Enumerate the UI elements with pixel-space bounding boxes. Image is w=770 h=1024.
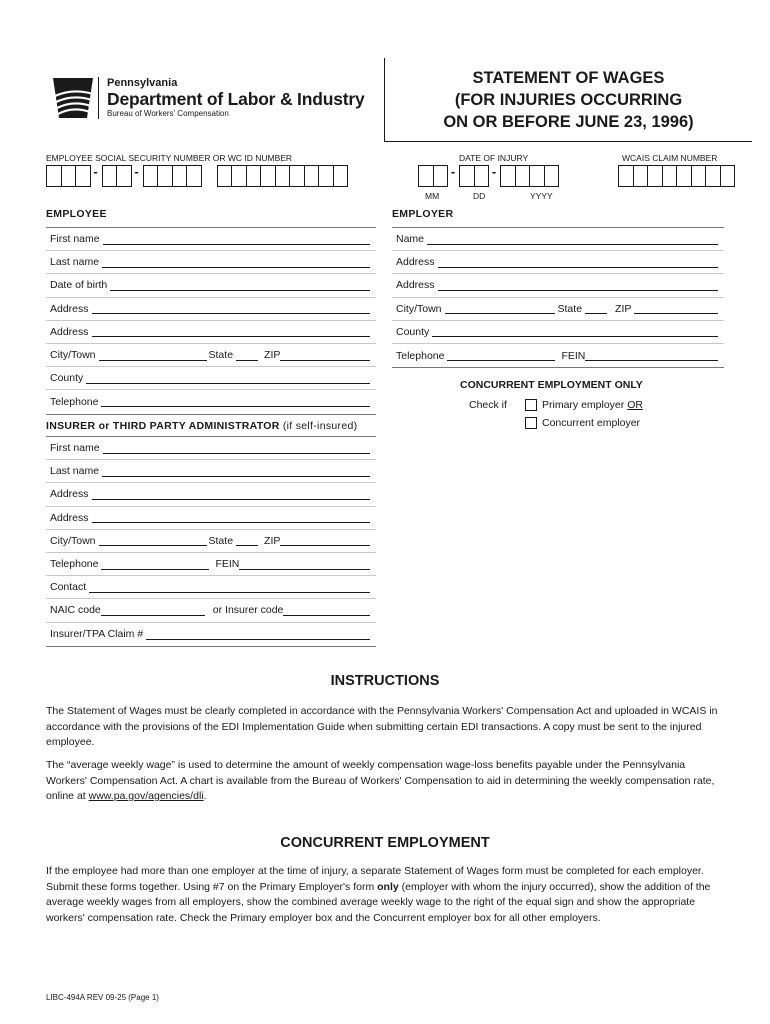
field-label: ZIP bbox=[264, 349, 281, 362]
employer-heading: EMPLOYER bbox=[392, 208, 454, 220]
field-label: FEIN bbox=[561, 349, 586, 362]
employer-telephone-row[interactable] bbox=[392, 344, 724, 367]
keystone-logo-icon bbox=[49, 76, 97, 120]
insurer-first-name-row[interactable] bbox=[46, 437, 376, 460]
employee-dob-field[interactable] bbox=[110, 280, 370, 291]
insurer-contact-field[interactable] bbox=[89, 582, 370, 593]
title-line-3: ON OR BEFORE JUNE 23, 1996) bbox=[443, 113, 694, 131]
field-label: City/Town bbox=[50, 534, 96, 547]
employee-panel bbox=[46, 227, 376, 415]
month-label: MM bbox=[425, 191, 440, 201]
field-label: ZIP bbox=[615, 302, 632, 315]
instructions-p2-text: The “average weekly wage” is used to determine the amount of weekly compensation wage-loss benefits payable under the Pennsylvania Workers' Compensation Act. A chart is available from the Bureau of Workers' Compensation to aid in determining the weekly compensation rate, online at bbox=[46, 759, 715, 802]
field-label: Address bbox=[50, 488, 89, 501]
employer-name-row[interactable] bbox=[392, 228, 724, 251]
employee-county-field[interactable] bbox=[86, 373, 370, 384]
field-label: State bbox=[208, 534, 234, 547]
instructions-heading: INSTRUCTIONS bbox=[330, 673, 440, 689]
employee-address2-row[interactable] bbox=[46, 321, 376, 344]
instructions-paragraph-1: The Statement of Wages must be clearly completed in accordance with the Pennsylvania Workers' Compensation Act and uploaded in WCAIS in accordance with the provisions of the EDI Implementation Guide when submitting certain EDI transactions. A copy must be sent to the injured employee. bbox=[46, 705, 718, 748]
field-label: Insurer/TPA Claim # bbox=[50, 628, 144, 641]
concurrent-employer-label: Concurrent employer bbox=[542, 417, 641, 429]
insurer-telephone-row[interactable] bbox=[46, 553, 376, 576]
employer-county-row[interactable] bbox=[392, 321, 724, 344]
concurrent-p-a: If the employee had more than one employer at the time of injury, a separate Statement of Wages form must be completed for each employer. Submit these forms together. Using #7 on the Primary Employer's form bbox=[46, 865, 704, 893]
insurer-heading-note: (if self-insured) bbox=[282, 420, 358, 432]
employee-first-name-row[interactable] bbox=[46, 228, 376, 251]
ssn-input-boxes[interactable] bbox=[46, 165, 347, 187]
date-dash: - bbox=[450, 164, 456, 179]
insurer-address1-field[interactable] bbox=[92, 489, 370, 500]
insurer-last-name-field[interactable] bbox=[102, 466, 370, 477]
employer-state-field[interactable] bbox=[585, 303, 607, 314]
employee-address1-row[interactable] bbox=[46, 298, 376, 321]
field-label: Address bbox=[50, 325, 89, 338]
insurer-last-name-row[interactable] bbox=[46, 460, 376, 483]
ssn-label: EMPLOYEE SOCIAL SECURITY NUMBER OR WC ID NUMBER bbox=[46, 153, 293, 163]
field-label: Telephone bbox=[50, 395, 99, 408]
insurer-zip-field[interactable] bbox=[280, 535, 370, 546]
employee-county-row[interactable] bbox=[46, 367, 376, 390]
primary-employer-checkbox[interactable] bbox=[525, 399, 537, 411]
employee-state-field[interactable] bbox=[236, 350, 258, 361]
employer-city-field[interactable] bbox=[445, 303, 555, 314]
primary-employer-label: Primary employer bbox=[542, 399, 625, 411]
date-of-injury-boxes[interactable] bbox=[418, 165, 558, 187]
field-label: County bbox=[50, 372, 84, 385]
insurer-address2-row[interactable] bbox=[46, 507, 376, 530]
employer-city-row[interactable] bbox=[392, 298, 724, 321]
date-dash: - bbox=[491, 164, 497, 179]
employee-city-row[interactable] bbox=[46, 344, 376, 367]
dli-website-link[interactable]: www.pa.gov/agencies/dli bbox=[88, 790, 204, 802]
field-label: Telephone bbox=[50, 558, 99, 571]
employer-county-field[interactable] bbox=[432, 326, 718, 337]
logo-department: Department of Labor & Industry bbox=[107, 89, 365, 109]
field-label: or Insurer code bbox=[212, 604, 284, 617]
field-label: Address bbox=[50, 511, 89, 524]
employee-first-name-field[interactable] bbox=[103, 234, 370, 245]
insurer-contact-row[interactable] bbox=[46, 576, 376, 599]
ssn-dash: - bbox=[93, 164, 98, 179]
insurer-first-name-field[interactable] bbox=[103, 443, 370, 454]
title-line-2: (FOR INJURIES OCCURRING bbox=[454, 91, 683, 109]
field-label: Address bbox=[50, 302, 89, 315]
wcais-claim-boxes[interactable] bbox=[618, 165, 734, 187]
ssn-dash: - bbox=[134, 164, 139, 179]
concurrent-employer-checkbox[interactable] bbox=[525, 417, 537, 429]
form-title bbox=[384, 58, 752, 142]
year-label: YYYY bbox=[530, 191, 553, 201]
employee-dob-row[interactable] bbox=[46, 274, 376, 297]
employer-address1-field[interactable] bbox=[438, 257, 718, 268]
employee-address2-field[interactable] bbox=[92, 326, 370, 337]
field-label: Last name bbox=[50, 465, 100, 478]
field-label: County bbox=[396, 325, 430, 338]
employee-heading: EMPLOYEE bbox=[46, 208, 107, 220]
concurrent-employer-option[interactable] bbox=[525, 417, 640, 429]
insurer-fein-field[interactable] bbox=[239, 559, 370, 570]
employee-last-name-row[interactable] bbox=[46, 251, 376, 274]
logo-state: Pennsylvania bbox=[107, 77, 178, 89]
employer-panel bbox=[392, 227, 724, 368]
concurrent-employment-heading: CONCURRENT EMPLOYMENT bbox=[280, 835, 490, 851]
insurer-claim-field[interactable] bbox=[146, 629, 370, 640]
employee-zip-field[interactable] bbox=[280, 350, 370, 361]
field-label: NAIC code bbox=[50, 604, 101, 617]
date-of-injury-label: DATE OF INJURY bbox=[459, 153, 529, 163]
field-label: ZIP bbox=[264, 534, 281, 547]
field-label: FEIN bbox=[215, 558, 240, 571]
insurer-claim-row[interactable] bbox=[46, 623, 376, 646]
insurer-address2-field[interactable] bbox=[92, 512, 370, 523]
employee-last-name-field[interactable] bbox=[102, 257, 370, 268]
agency-logo-text bbox=[98, 77, 365, 119]
insurer-city-row[interactable] bbox=[46, 530, 376, 553]
field-label: Date of birth bbox=[50, 279, 108, 292]
or-label: OR bbox=[627, 399, 643, 411]
insurer-panel bbox=[46, 436, 376, 647]
insurer-codes-row[interactable] bbox=[46, 599, 376, 622]
wcais-claim-label: WCAIS CLAIM NUMBER bbox=[622, 153, 718, 163]
naic-code-field[interactable] bbox=[101, 605, 205, 616]
field-label: First name bbox=[50, 233, 100, 246]
employee-telephone-row[interactable] bbox=[46, 390, 376, 413]
field-label: Address bbox=[396, 256, 435, 269]
concurrent-p-b: (employer with whom the injury occurred), show the addition of the average weekly wages from all employers, show the combined average weekly wage to the right of the equal sign and show the appropriate workers' compensation rate. Check the Primary employer box and the Concurrent employer box for all other employers. bbox=[46, 880, 711, 924]
insurer-city-field[interactable] bbox=[99, 535, 207, 546]
field-label: Telephone bbox=[396, 349, 445, 362]
insurer-heading-bold: INSURER or THIRD PARTY ADMINISTRATOR bbox=[46, 420, 280, 432]
employer-address2-row[interactable] bbox=[392, 274, 724, 297]
day-label: DD bbox=[473, 191, 486, 201]
field-label: First name bbox=[50, 442, 100, 455]
primary-employer-option[interactable] bbox=[525, 399, 643, 411]
insurer-state-field[interactable] bbox=[236, 535, 258, 546]
employee-city-field[interactable] bbox=[99, 350, 207, 361]
employee-telephone-field[interactable] bbox=[101, 396, 370, 407]
check-if-label: Check if bbox=[469, 399, 507, 411]
field-label: Name bbox=[396, 233, 425, 246]
field-label: Contact bbox=[50, 581, 87, 594]
logo-bureau: Bureau of Workers' Compensation bbox=[107, 109, 229, 118]
employer-telephone-field[interactable] bbox=[447, 350, 555, 361]
field-label: City/Town bbox=[50, 349, 96, 362]
insurer-heading bbox=[46, 420, 357, 432]
employer-address2-field[interactable] bbox=[438, 280, 718, 291]
concurrent-employment-paragraph bbox=[46, 864, 726, 926]
employer-name-field[interactable] bbox=[427, 234, 718, 245]
employer-zip-field[interactable] bbox=[634, 303, 718, 314]
form-id-footer: LIBC-494A REV 09-25 (Page 1) bbox=[46, 993, 159, 1002]
instructions-paragraph-2 bbox=[46, 758, 726, 805]
insurer-code-field[interactable] bbox=[283, 605, 370, 616]
employer-fein-field[interactable] bbox=[585, 350, 718, 361]
field-label: State bbox=[208, 349, 234, 362]
insurer-telephone-field[interactable] bbox=[101, 559, 209, 570]
field-label: City/Town bbox=[396, 302, 442, 315]
employer-address1-row[interactable] bbox=[392, 251, 724, 274]
field-label: Last name bbox=[50, 256, 100, 269]
concurrent-only-heading: CONCURRENT EMPLOYMENT ONLY bbox=[460, 379, 643, 391]
title-line-1: STATEMENT OF WAGES bbox=[472, 69, 665, 87]
field-label: State bbox=[557, 302, 583, 315]
instructions-p2-end: . bbox=[203, 790, 207, 802]
concurrent-p-bold: only bbox=[377, 880, 399, 893]
field-label: Address bbox=[396, 279, 435, 292]
employee-address1-field[interactable] bbox=[92, 303, 370, 314]
insurer-address1-row[interactable] bbox=[46, 483, 376, 506]
